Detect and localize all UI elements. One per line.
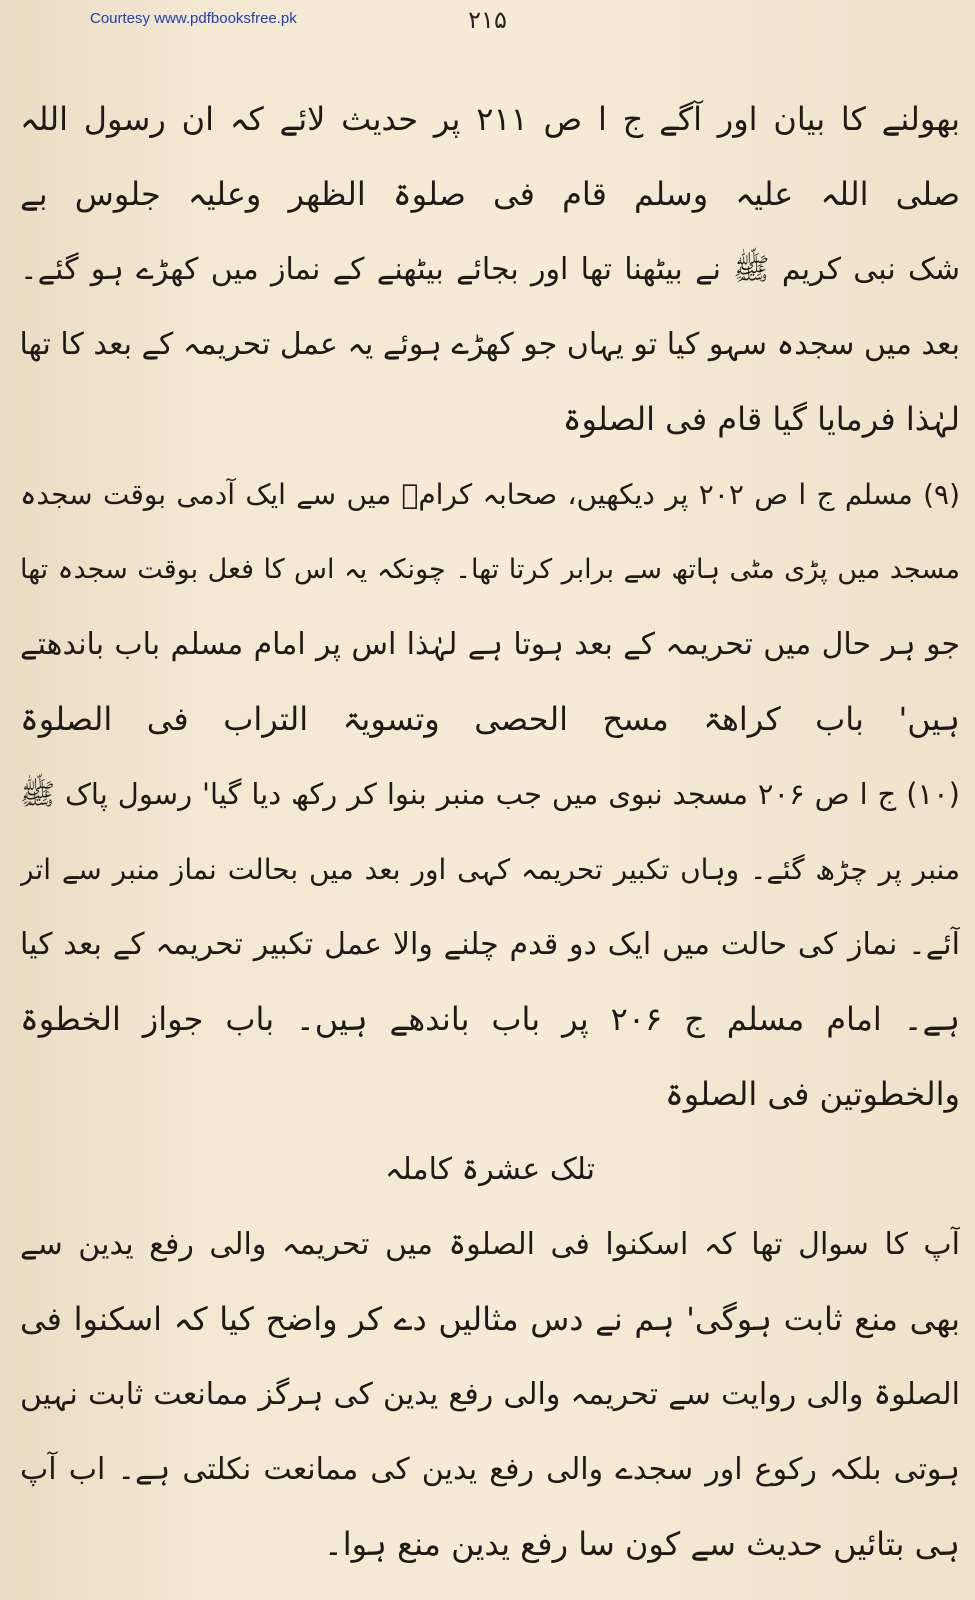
text-line: آپ کا سوال تھا کہ اسکنوا فی الصلوۃ میں تحریمہ والی رفع یدین سے xyxy=(20,1227,960,1262)
text-line: آئے۔ نماز کی حالت میں ایک دو قدم چلنے والا عمل تکبیر تحریمہ کے بعد کیا xyxy=(20,927,960,962)
text-line: بعد میں سجدہ سہو کیا تو یہاں جو کھڑے ہوئے یہ عمل تحریمہ کے بعد کا تھا xyxy=(20,327,960,362)
text-line: صلی اللہ علیہ وسلم قام فی صلوۃ الظھر وعلیہ جلوس بے xyxy=(20,175,960,213)
text-line: شک نبی کریم ﷺ نے بیٹھنا تھا اور بجائے بیٹھنے کے نماز میں کھڑے ہو گئے۔ xyxy=(20,252,960,287)
text-line: ہی بتائیں حدیث سے کون سا رفع یدین منع ہوا۔ xyxy=(324,1525,960,1563)
text-line: (۱۰) ج ا ص ۲۰۶ مسجد نبوی میں جب منبر بنوا کر رکھ دیا گیا' رسول پاک ﷺ xyxy=(20,777,960,811)
text-line: ہیں' باب کراھۃ مسح الحصی وتسویۃ التراب فی الصلوۃ xyxy=(20,700,960,738)
text-line: جو ہر حال میں تحریمہ کے بعد ہوتا ہے لہٰذا اس پر امام مسلم باب باندھتے xyxy=(20,627,960,662)
section-closing-heading: تلک عشرۃ کاملہ xyxy=(385,1152,595,1187)
text-line: الصلوۃ والی روایت سے تحریمہ والی رفع یدین کی ہرگز ممانعت ثابت نہیں xyxy=(20,1377,960,1412)
courtesy-watermark: Courtesy www.pdfbooksfree.pk xyxy=(90,10,297,27)
page-number: ۲۱۵ xyxy=(468,6,507,34)
text-line: (۹) مسلم ج ا ص ۲۰۲ پر دیکھیں، صحابہ کرامؓ میں سے ایک آدمی بوقت سجدہ xyxy=(20,478,960,511)
text-line: والخطوتین فی الصلوۃ xyxy=(664,1075,960,1113)
text-line: لہٰذا فرمایا گیا قام فی الصلوۃ xyxy=(562,400,960,438)
text-line: ہوتی بلکہ رکوع اور سجدے والی رفع یدین کی ممانعت نکلتی ہے۔ اب آپ xyxy=(20,1452,960,1487)
text-line: منبر پر چڑھ گئے۔ وہاں تکبیر تحریمہ کہی اور بعد میں بحالت نماز منبر سے اتر xyxy=(20,853,960,886)
page-body-text xyxy=(20,82,960,1582)
text-line: ہے۔ امام مسلم ج ۲۰۶ پر باب باندھے ہیں۔ باب جواز الخطوۃ xyxy=(20,1000,960,1038)
text-line: بھی منع ثابت ہوگی' ہم نے دس مثالیں دے کر واضح کیا کہ اسکنوا فی xyxy=(20,1300,960,1338)
text-line: بھولنے کا بیان اور آگے ج ا ص ۲۱۱ پر حدیث لائے کہ ان رسول اللہ xyxy=(20,100,960,138)
text-line: مسجد میں پڑی مٹی ہاتھ سے برابر کرتا تھا۔ چونکہ یہ اس کا فعل بوقت سجدہ تھا xyxy=(20,554,960,585)
